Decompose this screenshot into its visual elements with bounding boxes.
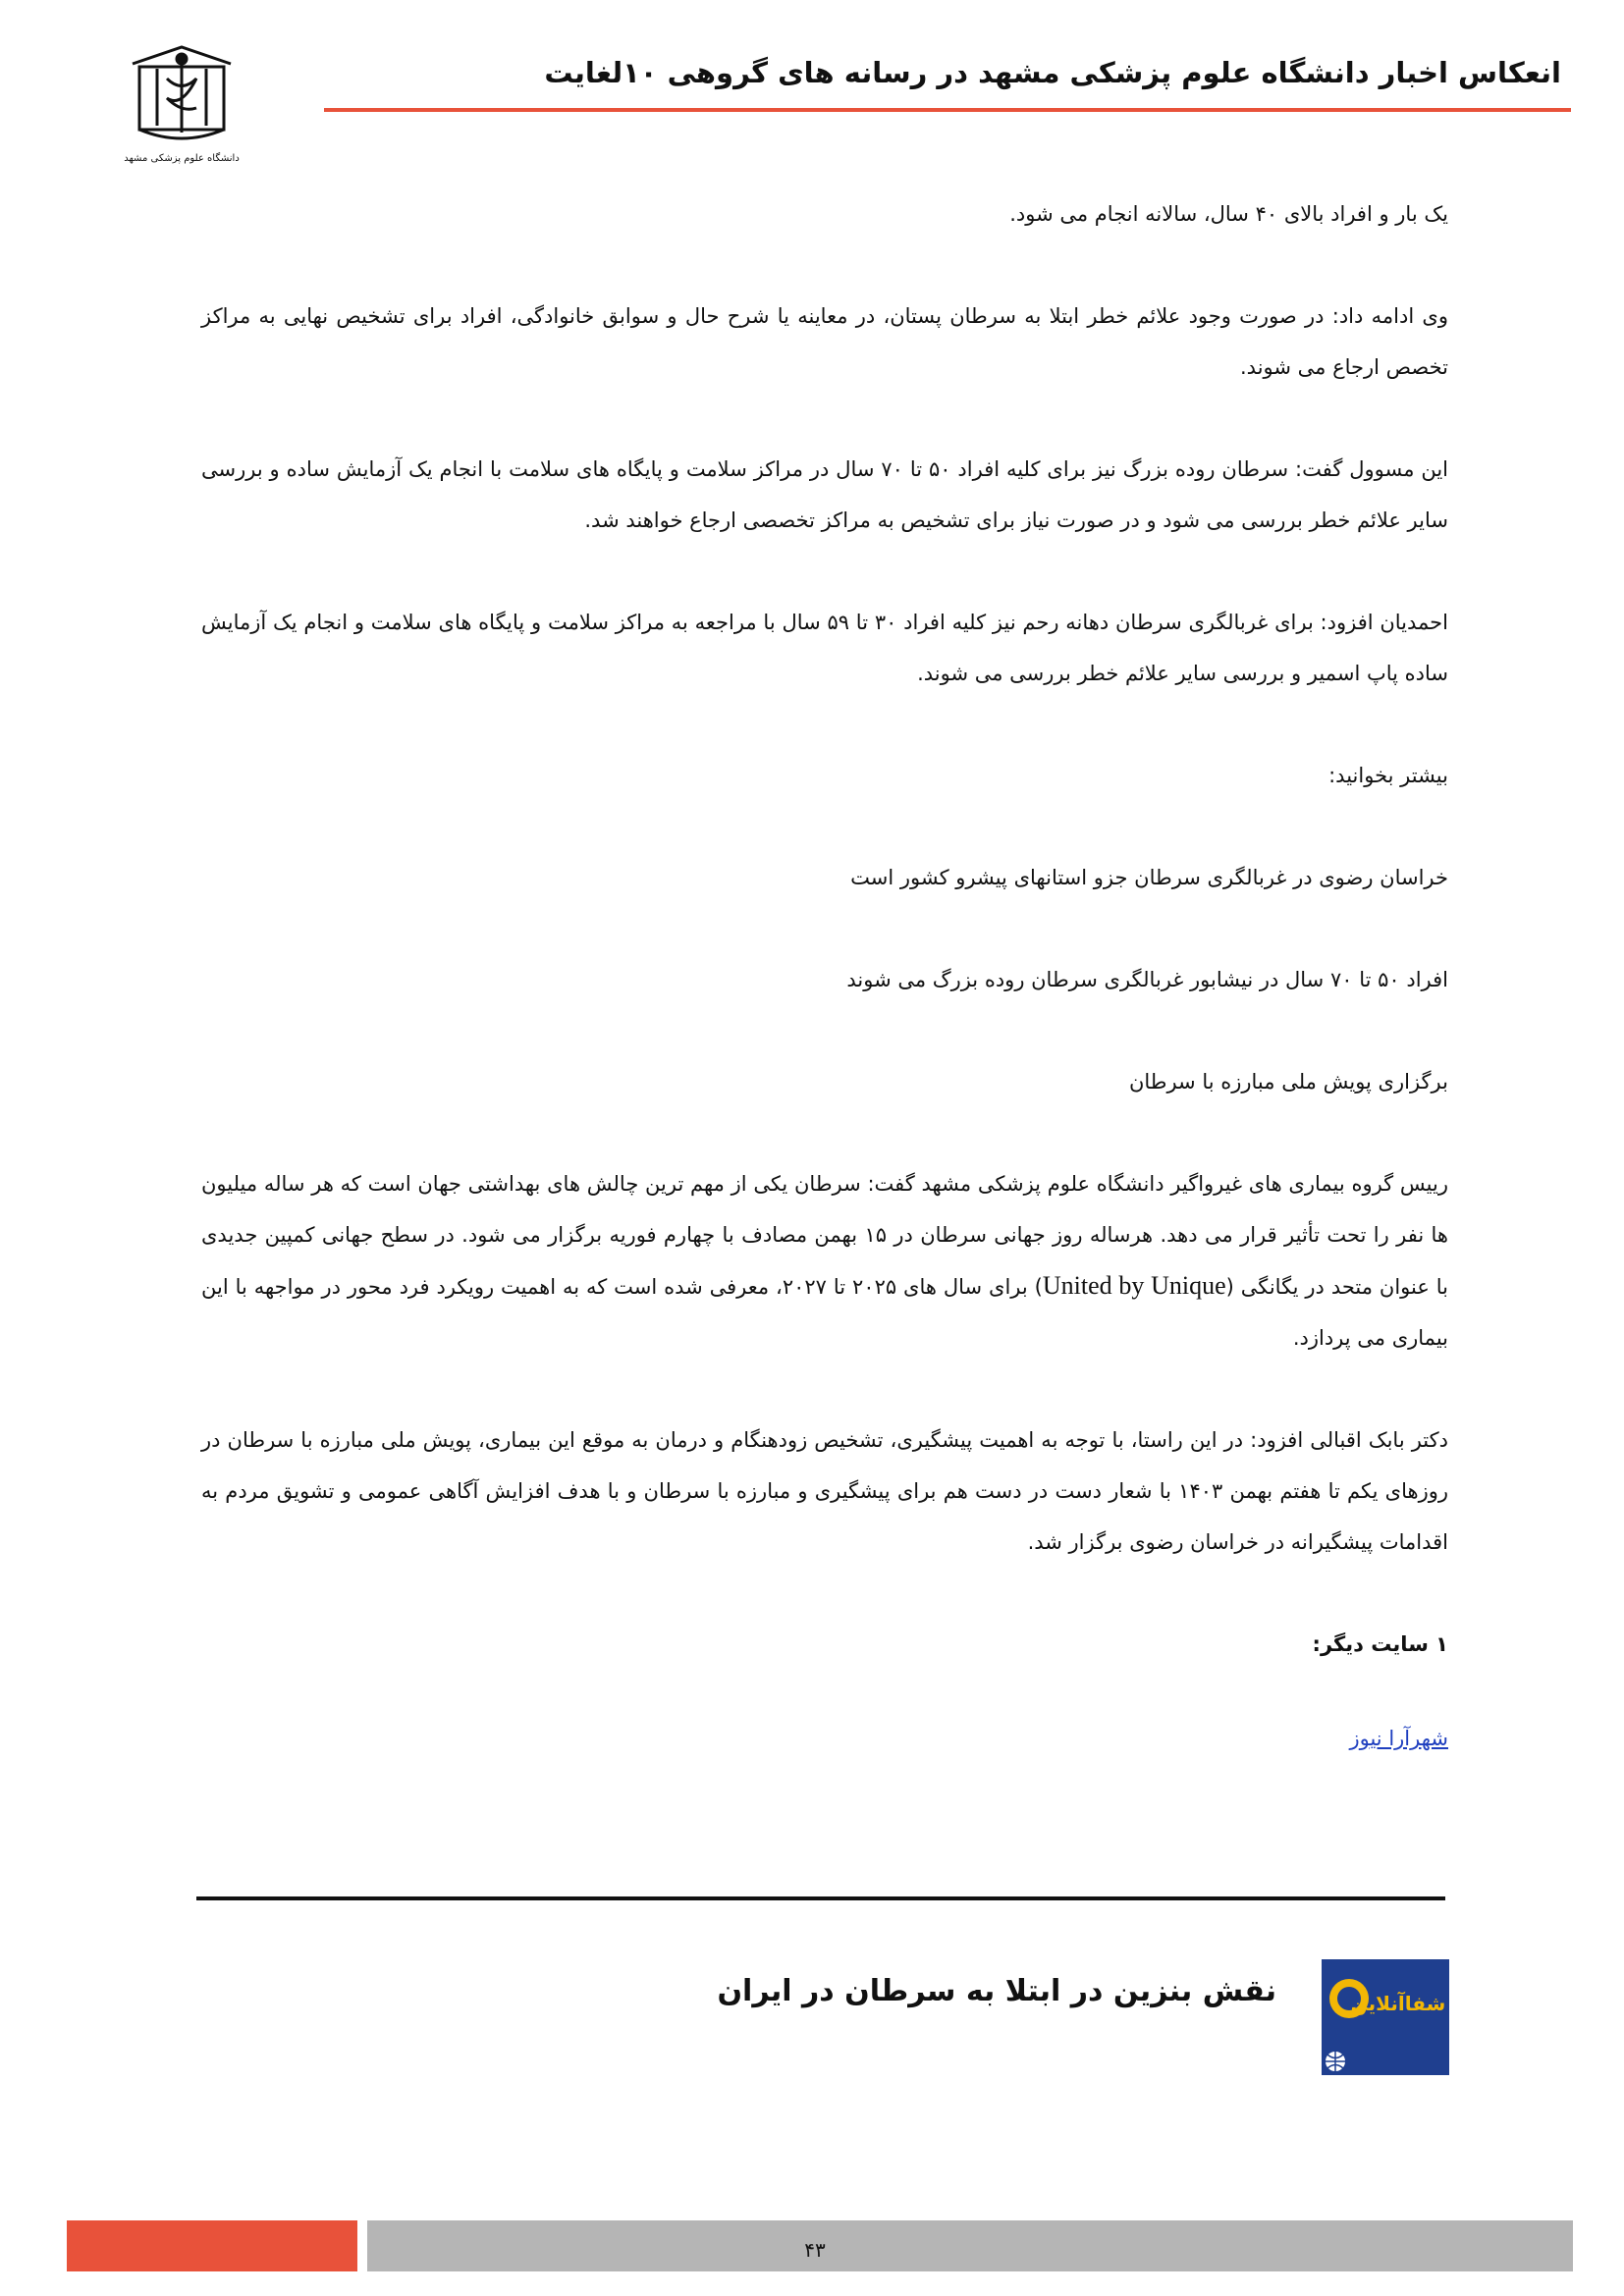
united-para-after: ) برای سال های ۲۰۲۵ تا ۲۰۲۷، معرفی شده است که به اهمیت رویکرد فرد محور در مواجهه با این بیماری می پردازد. xyxy=(201,1275,1448,1350)
header-accent-line xyxy=(324,108,1571,112)
other-site-link-wrapper xyxy=(201,1713,1448,1764)
section-divider xyxy=(196,1896,1445,1900)
article-paragraph: دکتر بابک اقبالی افزود: در این راستا، با توجه به اهمیت پیشگیری، تشخیص زودهنگام و درمان به موقع این بیماری، پویش ملی مبارزه با سرطان در روزهای یکم تا هفتم بهمن ۱۴۰۳ با شعار دست در دست هم برای پیشگیری و مبارزه با سرطان و با هدف افزایش آگاهی عمومی و تشویق مردم به اقدامات پیشگیرانه در خراسان رضوی برگزار شد. xyxy=(201,1428,1448,1554)
footer-grey-bar xyxy=(367,2220,1573,2271)
read-more-label: بیشتر بخوانید: xyxy=(1328,764,1448,787)
svg-text:دانشگاه علوم پزشکی مشهد: دانشگاه علوم پزشکی مشهد xyxy=(124,153,240,164)
other-site-link[interactable]: شهرآرا نیوز xyxy=(1349,1727,1448,1750)
article-paragraph: احمدیان افزود: برای غربالگری سرطان دهانه رحم نیز کلیه افراد ۳۰ تا ۵۹ سال با مراجعه به مراکز سلامت و پایگاه های سلامت و انجام یک آزمایش ساده پاپ اسمیر و بررسی سایر علائم خطر بررسی می شوند. xyxy=(201,611,1449,685)
united-para-before: رییس گروه بیماری های غیرواگیر دانشگاه علوم پزشکی مشهد گفت: سرطان یکی از مهم ترین چالش های بهداشتی جهان است که هر ساله میلیون ها نفر را تحت تأثیر قرار می دهد. هرساله روز جهانی سرطان در ۱۵ بهمن مصادف با چهارم فوریه برگزار می شود. در سطح جهانی کمپین جدیدی با عنوان متحد در یگانگی ( xyxy=(201,1172,1449,1299)
related-news-item: خراسان رضوی در غربالگری سرطان جزو استانهای پیشرو کشور است xyxy=(850,866,1448,889)
footer-accent-bar xyxy=(67,2220,357,2271)
page-number: ۴۳ xyxy=(804,2238,826,2262)
related-news-item: افراد ۵۰ تا ۷۰ سال در نیشابور غربالگری سرطان روده بزرگ می شوند xyxy=(846,968,1448,991)
page-header-title: انعکاس اخبار دانشگاه علوم پزشکی مشهد در رسانه های گروهی ۱۰لغایت xyxy=(544,56,1561,89)
article-body xyxy=(201,188,1448,1815)
other-sites-label: ۱ سایت دیگر: xyxy=(1312,1632,1448,1656)
article-paragraph: این مسوول گفت: سرطان روده بزرگ نیز برای کلیه افراد ۵۰ تا ۷۰ سال در مراکز سلامت و پایگاه های سلامت با انجام یک آزمایش ساده و بررسی سایر علائم خطر بررسی می شود و در صورت نیاز برای تشخیص به مراکز تخصصی ارجاع خواهند شد. xyxy=(201,457,1449,532)
campaign-name-latin: United by Unique xyxy=(1042,1271,1226,1300)
university-logo xyxy=(118,39,245,167)
svg-text:شفاآنلاین: شفاآنلاین xyxy=(1350,1992,1446,2015)
article-paragraph: وی ادامه داد: در صورت وجود علائم خطر ابتلا به سرطان پستان، در معاینه یا شرح حال و سوابق خانوادگی، افراد برای تشخیص نهایی به مراکز تخصص ارجاع می شوند. xyxy=(201,304,1448,379)
news-headline: نقش بنزین در ابتلا به سرطان در ایران xyxy=(717,1974,1276,2008)
article-paragraph xyxy=(201,1158,1448,1363)
shafaonline-logo xyxy=(1322,1959,1449,2075)
article-paragraph: یک بار و افراد بالای ۴۰ سال، سالانه انجام می شود. xyxy=(1009,202,1448,226)
related-news-item: برگزاری پویش ملی مبارزه با سرطان xyxy=(1128,1070,1448,1094)
